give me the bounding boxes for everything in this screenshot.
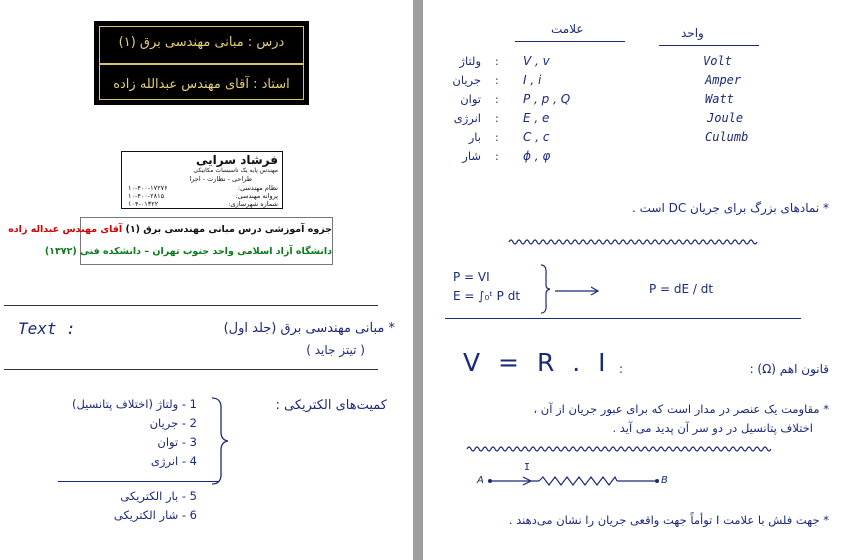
quantity-name: انرژی	[453, 111, 481, 125]
course-title-block	[94, 21, 309, 105]
course-notice	[8, 217, 333, 265]
row-colon: :	[495, 131, 499, 144]
quantities-separator	[58, 481, 218, 482]
node-b-label: B	[661, 475, 668, 486]
section-divider	[4, 369, 378, 370]
header-underline	[515, 41, 625, 42]
stamp-name: فرشاد سرایی	[196, 153, 278, 167]
notice-instructor: آقای مهندس عبداله زاده	[8, 224, 123, 235]
header-underline	[659, 45, 759, 46]
notice-title: جزوه آموزشی درس مبانی مهندسی برق (۱)	[125, 224, 332, 235]
stamp-row-label: پروانه مهندسی:	[235, 192, 278, 200]
quantity-symbol: C , c	[523, 130, 550, 144]
stamp-row-value: ۱۰-۴۰۰-۱۷۲۷۶	[128, 184, 168, 192]
quantity-item: 1 - ولتاژ (اختلاف پتانسیل)	[71, 397, 197, 411]
quantity-symbol: ϕ , φ	[523, 149, 551, 163]
resistance-note: * مقاومت یک عنصر در مدار است که برای عبور جریان از آن ،	[533, 402, 829, 416]
equations-brace	[539, 263, 551, 315]
quantity-unit: Joule	[707, 111, 744, 125]
quantity-symbol: I , i	[523, 73, 542, 87]
row-colon: :	[495, 93, 499, 106]
ohm-law-equation: V = R . I	[463, 348, 611, 377]
stamp-row-value: ۱۰-۴۰۰-۲۸۱۵	[128, 192, 165, 200]
quantity-item: 5 - بار الکتریکی	[120, 489, 197, 503]
quantities-heading: کمیت‌های الکتریکی :	[275, 398, 387, 413]
wavy-divider	[509, 238, 759, 246]
current-label: I	[524, 462, 531, 473]
resistor-circuit	[487, 474, 667, 488]
row-colon: :	[495, 74, 499, 87]
right-page	[423, 0, 843, 560]
title-block-divider	[99, 63, 304, 65]
quantity-unit: Volt	[703, 54, 732, 68]
row-colon: :	[495, 55, 499, 68]
textbook-title: * مبانی مهندسی برق (جلد اول)	[223, 321, 395, 336]
engineer-stamp	[121, 151, 283, 209]
power-equation: P = VI	[453, 270, 490, 284]
quantity-item: 4 - انرژی	[150, 454, 197, 468]
row-colon: :	[495, 150, 499, 163]
header-symbol: علامت	[551, 22, 584, 36]
stamp-row-value: ۱۰۴-۰۱۳۲۲	[128, 200, 159, 208]
dc-note: * نمادهای بزرگ برای جریان DC است .	[631, 201, 829, 215]
node-a-label: A	[477, 475, 484, 486]
text-label: Text :	[18, 319, 76, 338]
left-page	[0, 0, 413, 560]
quantity-symbol: P , p , Q	[523, 92, 571, 106]
section-rule	[445, 318, 801, 319]
notice-university: دانشگاه آزاد اسلامی واحد جنوب تهران – دانشکده فنی (۱۳۷۲)	[44, 246, 332, 257]
quantity-name: توان	[460, 92, 481, 106]
stamp-subtitle: مهندس پایه یک تاسیسات مکانیکی	[193, 167, 278, 174]
implies-arrow	[555, 286, 601, 296]
header-unit: واحد	[681, 26, 704, 40]
direction-note: * جهت فلش با علامت I توأماً جهت واقعی جریان را نشان می‌دهند .	[508, 513, 829, 527]
energy-equation: E = ∫₀ᵗ P dt	[453, 289, 521, 303]
course-title: درس : مبانی مهندسی برق (۱)	[118, 35, 285, 50]
quantity-item: 3 - توان	[157, 435, 197, 449]
quantities-brace	[210, 396, 230, 486]
quantity-symbol: V , v	[523, 54, 550, 68]
quantity-item: 2 - جریان	[149, 416, 197, 430]
quantity-unit: Watt	[705, 92, 734, 106]
notice-line-1	[8, 224, 332, 235]
instructor-name: استاد : آقای مهندس عبدالله زاده	[113, 77, 290, 92]
quantity-unit: Culumb	[705, 130, 749, 144]
wavy-divider	[467, 445, 767, 453]
ohm-colon: :	[619, 362, 624, 376]
quantity-name: شار	[462, 149, 481, 163]
stamp-services: طراحی - نظارت - اجرا	[189, 175, 252, 183]
ohm-law-label: قانون اهم (Ω) :	[749, 362, 829, 376]
quantity-symbol: E , e	[523, 111, 550, 125]
quantity-unit: Amper	[705, 73, 742, 87]
quantity-name: جریان	[452, 73, 481, 87]
quantity-item: 6 - شار الکتریکی	[113, 508, 197, 522]
quantity-name: ولتاژ	[459, 54, 481, 68]
power-derivative: P = dE / dt	[649, 282, 714, 296]
stamp-row-label: نظام مهندسی:	[237, 184, 278, 192]
stamp-row-label: شماره شهرسازی:	[228, 200, 278, 208]
textbook-author: ( تیتز جاید )	[306, 343, 365, 357]
row-colon: :	[495, 112, 499, 125]
quantity-name: بار	[468, 130, 481, 144]
section-divider	[4, 305, 378, 306]
resistance-note-cont: اختلاف پتانسیل در دو سر آن پدید می آید .	[612, 421, 813, 435]
